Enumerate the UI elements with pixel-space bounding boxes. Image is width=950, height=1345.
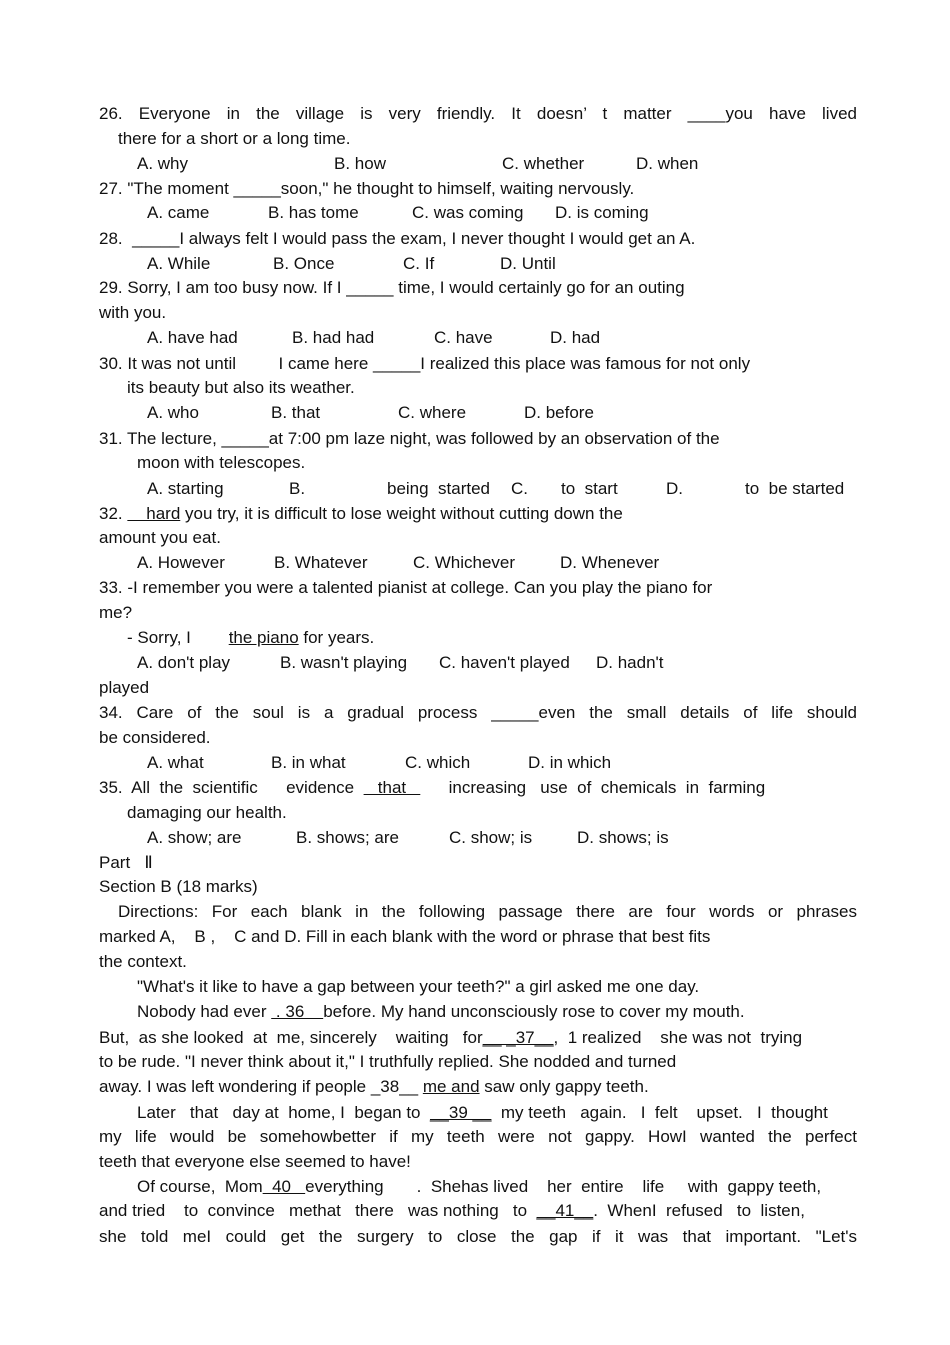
blank-41: __41__	[536, 1201, 594, 1220]
q31-option-d-text: to be started	[745, 479, 845, 498]
directions-line3: the context.	[99, 952, 187, 971]
q30-option-d: D. before	[524, 403, 594, 422]
q33-option-a: A. don't play	[137, 653, 231, 672]
q35-option-d: D. shows; is	[577, 828, 669, 847]
q29-option-c: C. have	[434, 328, 493, 347]
passage-p3-line1: But, as she looked at me, sincerely waiting for__ _37__, 1 realized she was not trying	[99, 1028, 803, 1047]
q30-option-c: C. where	[398, 403, 467, 422]
directions-line1: Directions: For each blank in the following passage there are four words or phrases	[118, 902, 857, 921]
q32-line2: amount you eat.	[99, 528, 221, 547]
passage-p4-line2: my life would be somehowbetter if my teeth were not gappy. HowI wanted the perfect	[99, 1127, 857, 1146]
q29-option-a: A. have had	[147, 328, 238, 347]
q30-line2: its beauty but also its weather.	[127, 378, 355, 397]
q33-reply: - Sorry, I the piano for years.	[127, 628, 375, 647]
passage-p4-line3: teeth that everyone else seemed to have!	[99, 1152, 411, 1171]
q28-option-a: A. While	[147, 254, 211, 273]
section-heading: Section B (18 marks)	[99, 877, 258, 896]
directions-line2: marked A, B , C and D. Fill in each blank with the word or phrase that best fits	[99, 927, 711, 946]
q33-option-b: B. wasn't playing	[280, 653, 408, 672]
q32-underlined-word: hard	[127, 504, 181, 523]
q32-option-b: B. Whatever	[274, 553, 368, 572]
q28-option-c: C. If	[403, 254, 435, 273]
part-heading: Part Ⅱ	[99, 853, 153, 872]
q26-option-d: D. when	[636, 154, 699, 173]
passage-p1: "What's it like to have a gap between your teeth?" a girl asked me one day.	[137, 977, 700, 996]
q32-option-c: C. Whichever	[413, 553, 516, 572]
q27-option-c: C. was coming	[412, 203, 524, 222]
q35-line2: damaging our health.	[127, 803, 287, 822]
passage-p3-line2: to be rude. "I never think about it," I truthfully replied. She nodded and turned	[99, 1052, 677, 1071]
q31-option-b-letter: B.	[289, 479, 306, 498]
q35-option-a: A. show; are	[147, 828, 242, 847]
q34-option-c: C. which	[405, 753, 471, 772]
q31-option-c-letter: C.	[511, 479, 528, 498]
q35-option-b: B. shows; are	[296, 828, 399, 847]
q29-line2: with you.	[99, 303, 167, 322]
passage-p2: Nobody had ever . 36 before. My hand unconsciously rose to cover my mouth.	[137, 1002, 745, 1021]
q35-option-c: C. show; is	[449, 828, 533, 847]
q29-line1: 29. Sorry, I am too busy now. If I _____ time, I would certainly go for an outing	[99, 278, 685, 297]
passage-p3-line3: away. I was left wondering if people _38__ me and saw only gappy teeth.	[99, 1077, 649, 1096]
blank-37: __ _37__	[482, 1028, 554, 1047]
q34-line2: be considered.	[99, 728, 211, 747]
q31-option-c-text: to start	[561, 479, 618, 498]
q34-option-d: D. in which	[528, 753, 612, 772]
q32-option-d: D. Whenever	[560, 553, 660, 572]
q29-option-b: B. had had	[292, 328, 375, 347]
q31-option-b-text: being started	[387, 479, 491, 498]
q33-option-c: C. haven't played	[439, 653, 570, 672]
q31-line1: 31. The lecture, _____at 7:00 pm laze night, was followed by an observation of the	[99, 429, 720, 448]
q30-option-a: A. who	[147, 403, 199, 422]
q34-option-b: B. in what	[271, 753, 346, 772]
q33-line1: 33. -I remember you were a talented pianist at college. Can you play the piano for	[99, 578, 713, 597]
blank-36: . 36	[271, 1002, 324, 1021]
q27-line1: 27. "The moment _____soon," he thought to himself, waiting nervously.	[99, 179, 635, 198]
q32-line1: 32. hard you try, it is difficult to lose weight without cutting down the	[99, 504, 623, 523]
q33-line2: me?	[99, 603, 133, 622]
passage-p5-line1: Of course, Mom 40 everything . Shehas lived her entire life with gappy teeth,	[137, 1177, 822, 1196]
q27-option-d: D. is coming	[555, 203, 649, 222]
passage-p5-line3: she told meI could get the surgery to close the gap if it was that important. "Let's	[99, 1227, 857, 1246]
q35-underlined-word: that	[363, 778, 421, 797]
q34-option-a: A. what	[147, 753, 204, 772]
passage-p4-line1: Later that day at home, I began to __39 __ my teeth again. I felt upset. I thought	[137, 1103, 828, 1122]
q30-option-b: B. that	[271, 403, 321, 422]
q31-option-d-letter: D.	[666, 479, 683, 498]
q30-line1: 30. It was not until I came here _____I realized this place was famous for not only	[99, 354, 751, 373]
q33-line-after: played	[99, 678, 150, 697]
q33-option-d: D. hadn't	[596, 653, 664, 672]
q34-line1: 34. Care of the soul is a gradual process _____even the small details of life should	[99, 703, 857, 722]
q27-option-b: B. has tome	[268, 203, 359, 222]
q28-option-d: D. Until	[500, 254, 556, 273]
q32-option-a: A. However	[137, 553, 225, 572]
blank-39: __39 __	[429, 1103, 492, 1122]
q31-option-a: A. starting	[147, 479, 224, 498]
q29-option-d: D. had	[550, 328, 601, 347]
q28-line1: 28. _____I always felt I would pass the exam, I never thought I would get an A.	[99, 229, 696, 248]
q26-option-b: B. how	[334, 154, 386, 173]
blank-40: 40	[262, 1177, 306, 1196]
q35-line1: 35. All the scientific evidence that increasing use of chemicals in farming	[99, 778, 766, 797]
q26-line2: there for a short or a long time.	[118, 129, 351, 148]
underlined-me-and: me and	[422, 1077, 480, 1096]
q28-option-b: B. Once	[273, 254, 335, 273]
q33-underlined-phrase: the piano	[228, 628, 299, 647]
q31-line2: moon with telescopes.	[137, 453, 306, 472]
q26-option-a: A. why	[137, 154, 189, 173]
q26-option-c: C. whether	[502, 154, 585, 173]
q27-option-a: A. came	[147, 203, 210, 222]
passage-p5-line2: and tried to convince methat there was nothing to __41__. WhenI refused to listen,	[99, 1201, 805, 1220]
q26-line1: 26. Everyone in the village is very friendly. It doesn’ t matter ____you have lived	[99, 104, 857, 123]
